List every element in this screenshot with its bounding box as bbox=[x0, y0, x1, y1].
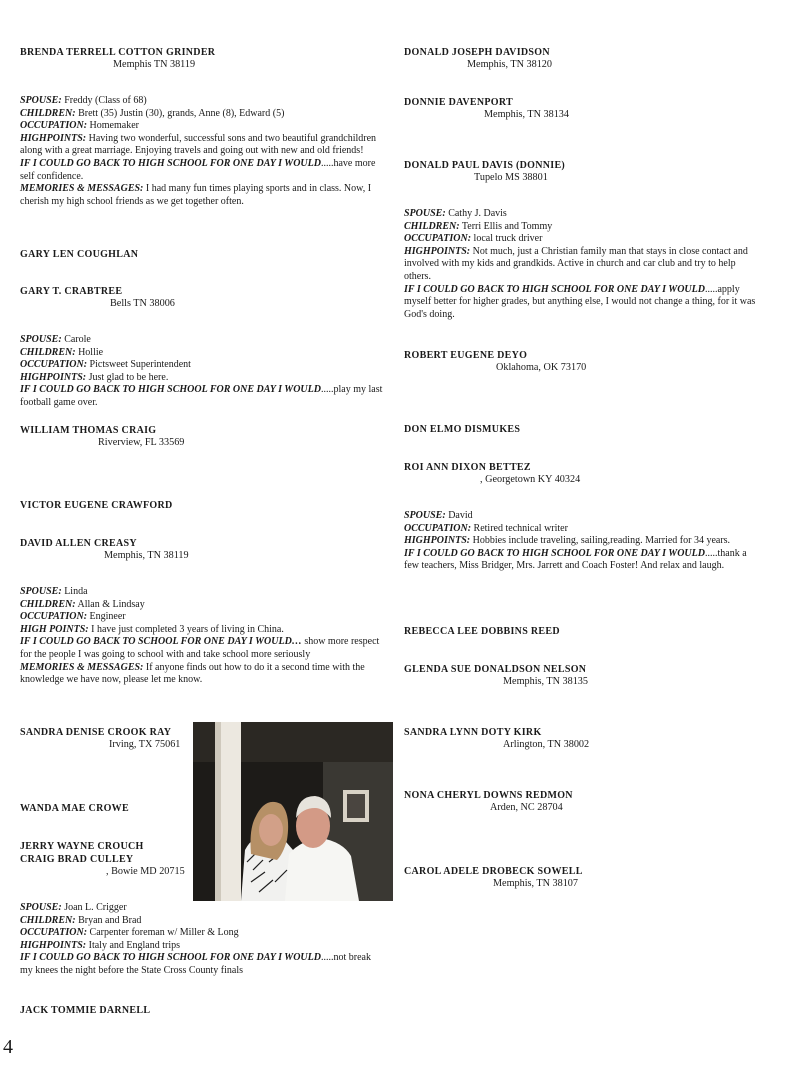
field-value: Brett (35) Justin (30), grands, Anne (8), Edward (5) bbox=[75, 107, 285, 119]
field-label: SPOUSE: bbox=[20, 95, 62, 106]
classmate-location: Tupelo MS 38801 bbox=[474, 172, 548, 183]
classmate-entry bbox=[404, 424, 760, 436]
field-label: OCCUPATION: bbox=[404, 233, 472, 245]
field-value: .....thank a few teachers, Miss Bridger, Mrs. Jarrett and Coach Foster! And relax and laugh. bbox=[404, 547, 747, 572]
field-label: HIGHPOINTS: bbox=[20, 939, 87, 951]
classmate-location: Irving, TX 75061 bbox=[109, 739, 181, 750]
field-label: OCCUPATION: bbox=[20, 359, 88, 371]
reunion-photo bbox=[193, 722, 393, 901]
field-label: MEMORIES & MESSAGES: bbox=[20, 661, 144, 673]
field-value: Bryan and Brad bbox=[75, 914, 142, 926]
field-label: HIGH POINTS: bbox=[20, 623, 89, 635]
field-value: Engineer bbox=[87, 611, 126, 623]
classmate-name: CAROL ADELE DROBECK SOWELL bbox=[404, 866, 583, 877]
page-number: 4 bbox=[3, 1036, 13, 1058]
classmate-location: Memphis, TN 38107 bbox=[493, 878, 578, 889]
field-value: .....not break my knees the night before the State Cross County finals bbox=[20, 952, 371, 976]
classmate-entry bbox=[404, 160, 760, 321]
classmate-entry bbox=[404, 727, 760, 751]
classmate-name: DONNIE DAVENPORT bbox=[404, 97, 513, 108]
field-value: Retired technical writer bbox=[471, 522, 568, 534]
field-value: If anyone finds out how to do it a second time with the knowledge we have now, please let me know. bbox=[20, 661, 365, 686]
field-highpoints bbox=[20, 940, 385, 953]
field-label: CHILDREN: bbox=[404, 220, 460, 232]
classmate-name: JACK TOMMIE DARNELL bbox=[20, 1005, 151, 1016]
field-value: Freddy (Class of 68) bbox=[61, 95, 147, 106]
classmate-details bbox=[20, 586, 385, 687]
field-highpoints bbox=[20, 372, 385, 385]
field-value: Carole bbox=[61, 334, 91, 345]
classmate-location: Oklahoma, OK 73170 bbox=[496, 362, 587, 373]
field-label: IF I COULD GO BACK TO HIGH SCHOOL FOR ONE DAY I WOULD bbox=[20, 384, 321, 396]
field-value: Hobbies include traveling, sailing,reading. Married for 34 years. bbox=[470, 535, 731, 547]
field-children bbox=[20, 599, 385, 612]
classmate-entry bbox=[20, 47, 385, 208]
field-if-i-could-go-back-to-high-sch bbox=[20, 384, 385, 409]
field-highpoints bbox=[404, 535, 760, 548]
field-spouse bbox=[20, 95, 385, 108]
field-highpoints bbox=[20, 133, 385, 158]
field-value: David bbox=[445, 510, 473, 521]
field-if-i-could-go-back-to-high-sch bbox=[404, 284, 760, 322]
field-label: OCCUPATION: bbox=[404, 522, 472, 534]
field-spouse bbox=[20, 334, 385, 347]
field-spouse bbox=[20, 902, 385, 915]
field-value: .....play my last football game over. bbox=[20, 384, 383, 408]
field-if-i-could-go-back-to-school-f bbox=[20, 636, 385, 661]
classmate-details bbox=[20, 334, 385, 410]
field-value: Linda bbox=[61, 586, 88, 597]
field-value: Pictsweet Superintendent bbox=[87, 359, 191, 371]
classmate-name: VICTOR EUGENE CRAWFORD bbox=[20, 500, 173, 511]
field-occupation bbox=[20, 611, 385, 624]
classmate-name: CRAIG BRAD CULLEY bbox=[20, 854, 134, 865]
field-value: local truck driver bbox=[471, 233, 543, 245]
classmate-name: DON ELMO DISMUKES bbox=[404, 424, 521, 435]
field-spouse bbox=[404, 208, 760, 221]
field-high-points bbox=[20, 624, 385, 637]
field-label: SPOUSE: bbox=[404, 510, 446, 521]
field-value: Italy and England trips bbox=[86, 939, 180, 951]
field-label: IF I COULD GO BACK TO HIGH SCHOOL FOR ONE DAY I WOULD bbox=[20, 157, 321, 169]
field-label: OCCUPATION: bbox=[20, 611, 88, 623]
classmate-location: Riverview, FL 33569 bbox=[98, 437, 185, 448]
field-label: IF I COULD GO BACK TO HIGH SCHOOL FOR ONE DAY I WOULD bbox=[404, 283, 705, 295]
field-children bbox=[20, 108, 385, 121]
classmate-name: WANDA MAE CROWE bbox=[20, 803, 129, 814]
classmate-name: ROBERT EUGENE DEYO bbox=[404, 350, 528, 361]
classmate-name: REBECCA LEE DOBBINS REED bbox=[404, 626, 560, 637]
classmate-location: Memphis, TN 38119 bbox=[104, 550, 189, 561]
classmate-entry bbox=[20, 538, 385, 687]
field-label: HIGHPOINTS: bbox=[404, 535, 471, 547]
classmate-location: Arden, NC 28704 bbox=[490, 802, 563, 813]
classmate-entry bbox=[404, 790, 760, 814]
field-if-i-could-go-back-to-high-sch bbox=[20, 158, 385, 183]
classmate-entry bbox=[20, 249, 385, 261]
classmate-name: ROI ANN DIXON BETTEZ bbox=[404, 462, 531, 473]
classmate-entry bbox=[404, 47, 760, 71]
classmate-location: , Georgetown KY 40324 bbox=[480, 474, 581, 485]
classmate-name: DAVID ALLEN CREASY bbox=[20, 538, 137, 549]
classmate-entry bbox=[20, 500, 385, 512]
field-label: SPOUSE: bbox=[20, 902, 62, 913]
field-value: .....apply myself better for higher grades, but anything else, I would not change a thing, for it was God's doing. bbox=[404, 283, 756, 320]
classmate-entry bbox=[20, 286, 385, 410]
field-label: SPOUSE: bbox=[20, 334, 62, 345]
field-label: SPOUSE: bbox=[404, 208, 446, 219]
classmate-location: , Bowie MD 20715 bbox=[106, 866, 185, 877]
field-label: CHILDREN: bbox=[20, 598, 76, 610]
field-label: HIGHPOINTS: bbox=[20, 132, 87, 144]
field-children bbox=[404, 221, 760, 234]
field-value: Not much, just a Christian family man that stays in close contact and involved with my kids and grandkids. Active in church and car club and try to help others. bbox=[404, 245, 748, 282]
field-label: IF I COULD GO BACK TO HIGH SCHOOL FOR ONE DAY I WOULD bbox=[20, 952, 321, 964]
field-label: HIGHPOINTS: bbox=[20, 371, 87, 383]
classmate-name: SANDRA DENISE CROOK RAY bbox=[20, 727, 172, 738]
field-occupation bbox=[20, 120, 385, 133]
field-label: MEMORIES & MESSAGES: bbox=[20, 183, 144, 195]
classmate-entry bbox=[404, 866, 760, 890]
classmate-details bbox=[20, 95, 385, 208]
field-label: CHILDREN: bbox=[20, 346, 76, 358]
field-spouse bbox=[404, 510, 760, 523]
classmate-entry bbox=[404, 664, 760, 688]
field-value: show more respect for the people I was going to school with and take school more seriously bbox=[20, 636, 380, 660]
field-if-i-could-go-back-to-high-sch bbox=[20, 952, 385, 977]
field-value: Homemaker bbox=[87, 120, 139, 132]
classmate-entry bbox=[404, 626, 760, 638]
field-label: IF I COULD GO BACK TO HIGH SCHOOL FOR ONE DAY I WOULD bbox=[404, 547, 705, 559]
classmate-name: GARY T. CRABTREE bbox=[20, 286, 123, 297]
field-value: Just glad to be here. bbox=[86, 371, 169, 383]
field-occupation bbox=[20, 927, 385, 940]
field-occupation bbox=[404, 233, 760, 246]
field-value: Terri Ellis and Tommy bbox=[459, 220, 553, 232]
classmate-details bbox=[404, 208, 760, 321]
classmate-entry bbox=[404, 97, 760, 121]
field-children bbox=[20, 347, 385, 360]
classmate-location: Arlington, TN 38002 bbox=[503, 739, 590, 750]
field-label: SPOUSE: bbox=[20, 586, 62, 597]
classmate-name: NONA CHERYL DOWNS REDMON bbox=[404, 790, 573, 801]
classmate-location: Memphis, TN 38134 bbox=[484, 109, 569, 120]
classmate-entry bbox=[20, 1005, 385, 1017]
classmate-entry bbox=[404, 462, 760, 573]
classmate-location: Bells TN 38006 bbox=[110, 298, 175, 309]
classmate-details bbox=[20, 902, 385, 978]
field-spouse bbox=[20, 586, 385, 599]
field-label: CHILDREN: bbox=[20, 914, 76, 926]
field-value: .....have more self confidence. bbox=[20, 157, 376, 182]
field-label: IF I COULD GO BACK TO SCHOOL FOR ONE DAY I WOULD… bbox=[20, 636, 302, 648]
field-value: Carpenter foreman w/ Miller & Long bbox=[87, 927, 239, 939]
field-label: HIGHPOINTS: bbox=[404, 245, 471, 257]
field-value: Joan L. Crigger bbox=[61, 902, 127, 913]
classmate-name: BRENDA TERRELL COTTON GRINDER bbox=[20, 47, 216, 58]
classmate-name: GLENDA SUE DONALDSON NELSON bbox=[404, 664, 587, 675]
classmate-details bbox=[404, 510, 760, 573]
classmate-entry bbox=[20, 425, 385, 449]
classmate-name: SANDRA LYNN DOTY KIRK bbox=[404, 727, 542, 738]
field-value: Having two wonderful, successful sons and two beautiful grandchildren along with a great marriage. Enjoying travels and going out with new and old friends! bbox=[20, 132, 377, 157]
field-label: CHILDREN: bbox=[20, 107, 76, 119]
classmate-location: Memphis, TN 38135 bbox=[503, 676, 588, 687]
field-highpoints bbox=[404, 246, 760, 284]
field-value: Allan & Lindsay bbox=[75, 598, 145, 610]
field-value: Hollie bbox=[75, 346, 104, 358]
field-if-i-could-go-back-to-high-sch bbox=[404, 548, 760, 573]
classmate-name: JERRY WAYNE CROUCH bbox=[20, 841, 144, 852]
field-label: OCCUPATION: bbox=[20, 120, 88, 132]
field-children bbox=[20, 915, 385, 928]
field-occupation bbox=[20, 359, 385, 372]
field-label: OCCUPATION: bbox=[20, 927, 88, 939]
classmate-name: DONALD PAUL DAVIS (DONNIE) bbox=[404, 160, 566, 171]
classmate-entry bbox=[404, 350, 760, 374]
classmate-location: Memphis TN 38119 bbox=[113, 59, 196, 70]
field-value: I have just completed 3 years of living in China. bbox=[88, 623, 284, 635]
classmate-name: DONALD JOSEPH DAVIDSON bbox=[404, 47, 550, 58]
field-value: Cathy J. Davis bbox=[445, 208, 507, 219]
field-memories-messages bbox=[20, 183, 385, 208]
field-value: I had many fun times playing sports and in class. Now, I cherish my high school friends as we get together often. bbox=[20, 183, 372, 207]
classmate-name: GARY LEN COUGHLAN bbox=[20, 249, 139, 260]
classmate-name: WILLIAM THOMAS CRAIG bbox=[20, 425, 157, 436]
field-memories-messages bbox=[20, 662, 385, 687]
field-occupation bbox=[404, 523, 760, 536]
classmate-location: Memphis, TN 38120 bbox=[467, 59, 552, 70]
